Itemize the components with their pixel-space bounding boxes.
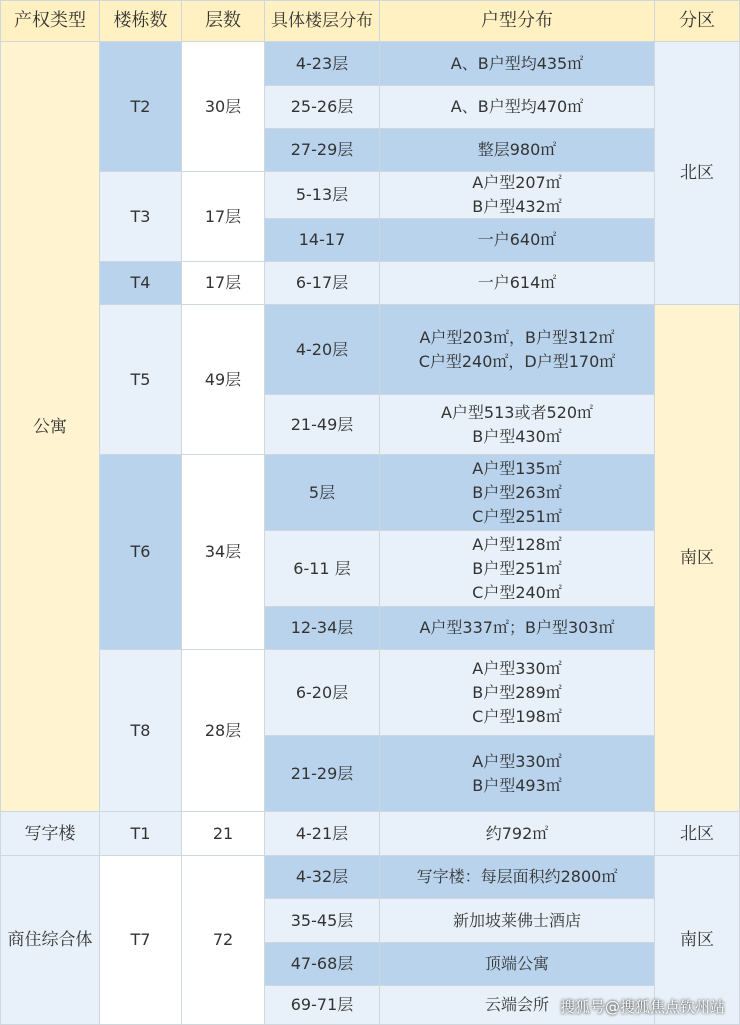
- floors-t8: 28层: [181, 649, 265, 812]
- unit-cell: A户型330㎡ B户型493㎡: [379, 735, 655, 812]
- floor-range-cell: 4-23层: [264, 41, 380, 86]
- floor-range-cell: 14-17: [264, 218, 380, 262]
- property-type-office: 写字楼: [0, 811, 100, 856]
- unit-cell: 新加坡莱佛士酒店: [379, 898, 655, 943]
- unit-cell: 一户640㎡: [379, 218, 655, 262]
- header-floors: 层数: [181, 0, 265, 42]
- floor-range-cell: 6-20层: [264, 649, 380, 736]
- unit-cell: A户型337㎡；B户型303㎡: [379, 606, 655, 650]
- floor-range-cell: 5-13层: [264, 171, 380, 219]
- zone-north: 北区: [654, 811, 740, 856]
- unit-cell: A户型330㎡ B户型289㎡ C户型198㎡: [379, 649, 655, 736]
- unit-cell: 顶端公寓: [379, 942, 655, 986]
- header-floor-range: 具体楼层分布: [264, 0, 380, 42]
- property-type-apartment: 公寓: [0, 41, 100, 812]
- zone-south: 南区: [654, 855, 740, 1025]
- building-t8: T8: [99, 649, 182, 812]
- zone-south: 南区: [654, 304, 740, 812]
- floor-range-cell: 27-29层: [264, 128, 380, 172]
- zone-north: 北区: [654, 41, 740, 305]
- unit-cell: A户型207㎡ B户型432㎡: [379, 171, 655, 219]
- floor-range-cell: 5层: [264, 454, 380, 531]
- unit-cell: A、B户型均435㎡: [379, 41, 655, 86]
- unit-cell: A、B户型均470㎡: [379, 85, 655, 129]
- floor-range-cell: 47-68层: [264, 942, 380, 986]
- floor-range-cell: 4-21层: [264, 811, 380, 856]
- floor-range-cell: 6-11 层: [264, 530, 380, 607]
- header-unit-types: 户型分布: [379, 0, 655, 42]
- unit-cell: 一户614㎡: [379, 261, 655, 305]
- floors-t6: 34层: [181, 454, 265, 650]
- building-t4: T4: [99, 261, 182, 305]
- header-zone: 分区: [654, 0, 740, 42]
- unit-cell: 约792㎡: [379, 811, 655, 856]
- floor-range-cell: 21-49层: [264, 394, 380, 455]
- floors-t4: 17层: [181, 261, 265, 305]
- unit-cell: A户型128㎡ B户型251㎡ C户型240㎡: [379, 530, 655, 607]
- building-t3: T3: [99, 171, 182, 262]
- building-t2: T2: [99, 41, 182, 172]
- floors-t2: 30层: [181, 41, 265, 172]
- floor-range-cell: 12-34层: [264, 606, 380, 650]
- building-t6: T6: [99, 454, 182, 650]
- floors-t5: 49层: [181, 304, 265, 455]
- floor-range-cell: 21-29层: [264, 735, 380, 812]
- floors-t1: 21: [181, 811, 265, 856]
- floor-range-cell: 35-45层: [264, 898, 380, 943]
- unit-cell: A户型513或者520㎡ B户型430㎡: [379, 394, 655, 455]
- floor-range-cell: 25-26层: [264, 85, 380, 129]
- unit-cell: A户型135㎡ B户型263㎡ C户型251㎡: [379, 454, 655, 531]
- building-t1: T1: [99, 811, 182, 856]
- floor-range-cell: 4-20层: [264, 304, 380, 395]
- header-property-type: 产权类型: [0, 0, 100, 42]
- floor-range-cell: 69-71层: [264, 985, 380, 1025]
- building-t5: T5: [99, 304, 182, 455]
- unit-cell: 整层980㎡: [379, 128, 655, 172]
- floor-range-cell: 4-32层: [264, 855, 380, 899]
- unit-cell: 云端会所: [379, 985, 655, 1025]
- header-building: 楼栋数: [99, 0, 182, 42]
- floors-t3: 17层: [181, 171, 265, 262]
- unit-cell: 写字楼：每层面积约2800㎡: [379, 855, 655, 899]
- watermark: 搜狐号@搜狐焦点钦州站: [560, 998, 726, 1016]
- floor-range-cell: 6-17层: [264, 261, 380, 305]
- property-type-complex: 商住综合体: [0, 855, 100, 1025]
- unit-cell: A户型203㎡，B户型312㎡ C户型240㎡，D户型170㎡: [379, 304, 655, 395]
- building-t7: T7: [99, 855, 182, 1025]
- floors-t7: 72: [181, 855, 265, 1025]
